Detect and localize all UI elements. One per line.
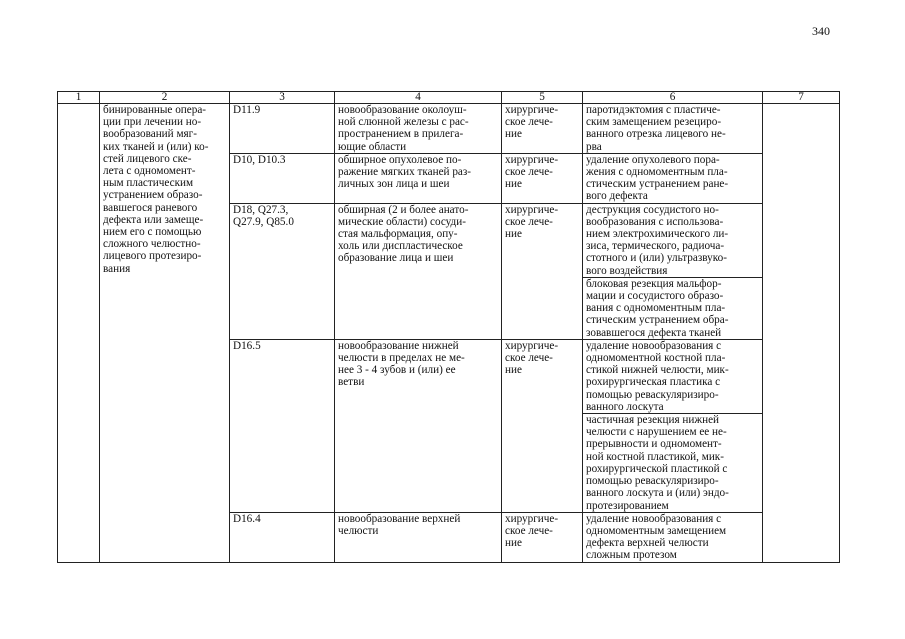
header-col-5: 5 [502,92,583,104]
icd-code-cell: D10, D10.3 [230,153,335,203]
method-cell: удаление новообразования с одномоментным замещением дефекта верхней челюсти сложным протезом [583,512,763,562]
method-cell: частичная резекция нижней челюсти с нарушением ее не- прерывности и одномомент- ной костной пластикой, мик- рохирургической пластикой с помощью реваскуляризиро- ванного лоскута и (или) эндо- протезированием [583,414,763,513]
method-cell: блоковая резекция мальфор- мации и сосудистого образо- вания с одномоментным пла- стическим устранением обра- зовавшегося дефекта тканей [583,277,763,339]
table-row [58,104,840,154]
header-col-6: 6 [583,92,763,104]
method-cell: паротидэктомия с пластиче- ским замещением резециро- ванного отрезка лицевого не- рва [583,104,763,154]
col1-cell [58,104,100,563]
diagnosis-cell: новообразование верхней челюсти [335,512,502,562]
procedure-group-cell: бинированные опера- ции при лечении но- вообразований мяг- ких тканей и (или) ко- стей лицевого ске- лета с одномомент- ным пластическим устранением образо- вавшегося раневого дефекта или замеще- нием его с помощью сложного челюстно- лицевого протезиро- вания [100,104,230,563]
page-number: 340 [812,24,830,38]
col7-cell [763,104,840,563]
diagnosis-cell: новообразование околоуш- ной слюнной железы с рас- пространением в прилега- ющие области [335,104,502,154]
icd-code-cell: D18, Q27.3, Q27.9, Q85.0 [230,203,335,339]
treatment-type-cell: хирургиче- ское лече- ние [502,153,583,203]
header-row [58,92,840,104]
treatment-type-cell: хирургиче- ское лече- ние [502,104,583,154]
method-cell: деструкция сосудистого но- вообразования с использова- нием электрохимического ли- зиса, термического, радиоча- стотного и (или) ультразвуко- вого воздействия [583,203,763,277]
diagnosis-cell: новообразование нижней челюсти в пределах не ме- нее 3 - 4 зубов и (или) ее ветви [335,339,502,512]
treatment-type-cell: хирургиче- ское лече- ние [502,512,583,562]
diagnosis-cell: обширное опухолевое по- ражение мягких тканей раз- личных зон лица и шеи [335,153,502,203]
method-cell: удаление новообразования с одномоментной костной пла- стикой нижней челюсти, мик- рохирургическая пластика с помощью реваскуляризиро- ванного лоскута [583,339,763,413]
treatment-type-cell: хирургиче- ское лече- ние [502,339,583,512]
icd-code-cell: D16.5 [230,339,335,512]
treatment-type-cell: хирургиче- ское лече- ние [502,203,583,339]
header-col-2: 2 [100,92,230,104]
header-col-7: 7 [763,92,840,104]
medical-procedures-table [57,91,840,563]
header-col-4: 4 [335,92,502,104]
icd-code-cell: D11.9 [230,104,335,154]
header-col-3: 3 [230,92,335,104]
header-col-1: 1 [58,92,100,104]
icd-code-cell: D16.4 [230,512,335,562]
diagnosis-cell: обширная (2 и более анато- мические области) сосуди- стая мальформация, опу- холь или диспластическое образование лица и шеи [335,203,502,339]
method-cell: удаление опухолевого пора- жения с одномоментным пла- стическим устранением ране- вого дефекта [583,153,763,203]
